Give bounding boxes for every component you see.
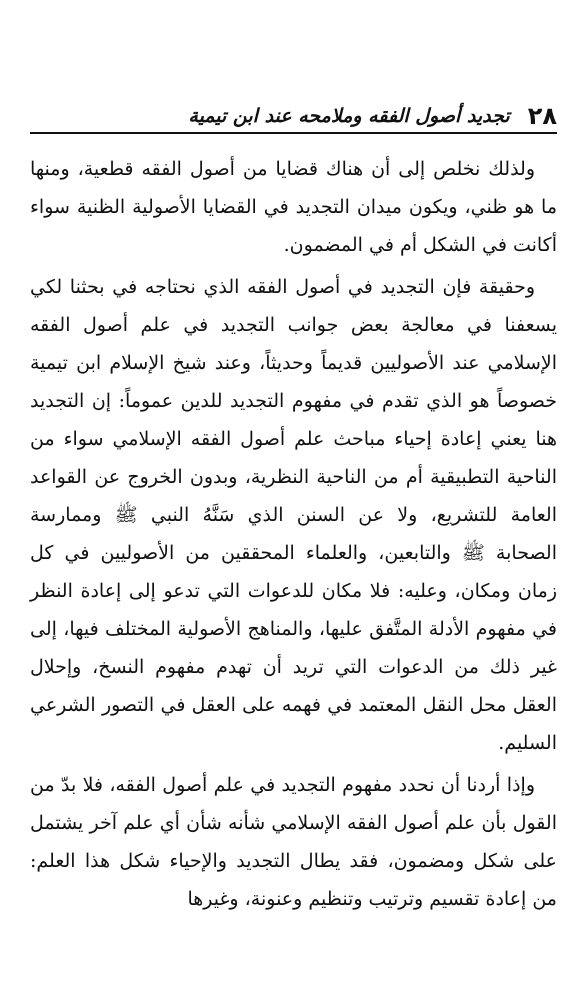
body-text: [30, 150, 557, 918]
running-title: تجديد أصول الفقه وملامحه عند ابن تيمية: [188, 105, 510, 127]
running-header: [30, 96, 557, 134]
paragraph-3: وإذا أردنا أن نحدد مفهوم التجديد في علم أصول الفقه، فلا بدّ من القول بأن علم أصول الفقه الإسلامي شأنه شأن أي علم آخر يشتمل على شكل ومضمون، فقد يطال التجديد والإحياء شكل هذا العلم: من إعادة تقسيم وترتيب وتنظيم وعنونة، وغيرها: [30, 774, 557, 910]
paragraph-1: ولذلك نخلص إلى أن هناك قضايا من أصول الفقه قطعية، ومنها ما هو ظني، ويكون ميدان التجديد في القضايا الأصولية الظنية سواء أكانت في الشكل أم في المضمون.: [30, 158, 557, 256]
paragraph-2: وحقيقة فإن التجديد في أصول الفقه الذي نحتاجه في بحثنا لكي يسعفنا في معالجة بعض جوانب التجديد في علم أصول الفقه الإسلامي عند الأصوليين قديماً وحديثاً، وعند شيخ الإسلام ابن تيمية خصوصاً هو الذي تقدم في مفهوم التجديد للدين عموماً: إن التجديد هنا يعني إعادة إحياء مباحث علم أصول الفقه الإسلامي سواء من الناحية التطبيقية أم من الناحية النظرية، وبدون الخروج عن القواعد العامة للتشريع، ولا عن السنن الذي سَنَّهُ النبي ﷺ وممارسة الصحابة ﷺ والتابعين، والعلماء المحققين من الأصوليين في كل زمان ومكان، وعليه: فلا مكان للدعوات التي تدعو إلى إعادة النظر في مفهوم الأدلة المتَّفق عليها، والمناهج الأصولية المختلف فيها، إلى غير ذلك من الدعوات التي تريد أن تهدم مفهوم النسخ، وإحلال العقل محل النقل المعتمد في فهمه على العقل في التصور الشرعي السليم.: [30, 276, 557, 754]
page-number: ٢٨: [527, 102, 557, 130]
